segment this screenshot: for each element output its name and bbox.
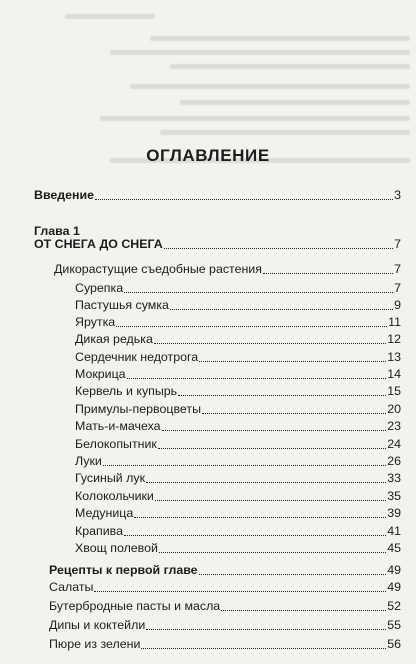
- toc-entry-plant[interactable]: [75, 367, 401, 382]
- toc-entry-label: Сурепка: [75, 281, 124, 295]
- toc-entry-page: 14: [387, 367, 401, 381]
- toc-entry-page: 7: [394, 281, 401, 295]
- toc-entry-plant[interactable]: [75, 419, 401, 434]
- toc-entry-plant[interactable]: [75, 489, 401, 504]
- toc-entry-page: 11: [388, 315, 401, 329]
- dot-leader: [159, 552, 386, 553]
- toc-entry-label: Пастушья сумка: [75, 298, 169, 312]
- toc-entry-label: Колокольчики: [75, 489, 154, 503]
- toc-entry-page: 39: [387, 506, 401, 520]
- dot-leader: [199, 361, 386, 362]
- toc-entry-label: Белокопытник: [75, 437, 157, 451]
- dot-leader: [170, 309, 393, 310]
- toc-entry-page: 24: [387, 437, 401, 451]
- toc-entry-label: Бутербродные пасты и масла: [49, 599, 221, 613]
- toc-entry-label: Дипы и коктейли: [49, 618, 146, 632]
- toc-entry-recipe[interactable]: [49, 618, 401, 633]
- toc-entry-page: 49: [387, 580, 401, 594]
- toc-entry-label: Примулы-первоцветы: [75, 402, 201, 416]
- toc-entry-plant[interactable]: [75, 541, 401, 556]
- dot-leader: [158, 448, 386, 449]
- toc-entry-recipes[interactable]: [49, 563, 401, 578]
- toc-entry-label: Хвощ полевой: [75, 541, 158, 555]
- toc-entry-label: Введение: [34, 188, 95, 202]
- toc-entry-recipe[interactable]: [49, 637, 401, 652]
- toc-entry-label: Крапива: [75, 524, 123, 538]
- toc-entry-page: 26: [387, 454, 401, 468]
- toc-entry-page: 41: [387, 524, 401, 538]
- toc-entry-page: 35: [387, 489, 401, 503]
- dot-leader: [178, 395, 386, 396]
- toc-entry-page: 33: [387, 471, 401, 485]
- toc-entry-label: Луки: [75, 454, 102, 468]
- toc-entry-page: 45: [387, 541, 401, 555]
- toc-entry-plant[interactable]: [75, 384, 401, 399]
- toc-entry-plant[interactable]: [75, 332, 401, 347]
- toc-entry-label: Гусиный лук: [75, 471, 146, 485]
- toc-entry-plant[interactable]: [75, 281, 401, 296]
- toc-entry-page: 23: [387, 419, 401, 433]
- toc-entry-plant[interactable]: [75, 437, 401, 452]
- dot-leader: [116, 326, 387, 327]
- toc-entry-label: Дикая редька: [75, 332, 153, 346]
- toc-entry-page: 9: [394, 298, 401, 312]
- dot-leader: [94, 591, 386, 592]
- toc-entry-plant[interactable]: [75, 350, 401, 365]
- dot-leader: [202, 413, 386, 414]
- toc-heading: ОГЛАВЛЕНИЕ: [146, 146, 270, 165]
- toc-entry-label: Мокрица: [75, 367, 126, 381]
- toc-entry-plant[interactable]: [75, 506, 401, 521]
- toc-entry-plant[interactable]: [75, 471, 401, 486]
- toc-entry-label: Дикорастущие съедобные растения: [54, 262, 262, 276]
- toc-entry-page: 55: [387, 618, 401, 632]
- dot-leader: [199, 574, 387, 575]
- toc-entry-plant[interactable]: [75, 524, 401, 539]
- toc-entry-intro[interactable]: [34, 188, 401, 203]
- toc-entry-page: 7: [394, 262, 401, 276]
- toc-entry-plant[interactable]: [75, 298, 401, 313]
- dot-leader: [124, 535, 386, 536]
- dot-leader: [263, 273, 393, 274]
- dot-leader: [154, 343, 386, 344]
- toc-entry-page: 7: [394, 237, 401, 251]
- chapter-label: Глава 1: [34, 224, 80, 238]
- dot-leader: [95, 199, 393, 200]
- toc-entry-page: 12: [387, 332, 401, 346]
- toc-entry-label: Мать-и-мачеха: [75, 419, 161, 433]
- chapter-title: ОТ СНЕГА ДО СНЕГА: [34, 237, 163, 251]
- toc-entry-page: 49: [387, 563, 401, 577]
- toc-entry-chapter[interactable]: [34, 237, 401, 252]
- dot-leader: [155, 500, 386, 501]
- dot-leader: [124, 292, 393, 293]
- dot-leader: [164, 248, 393, 249]
- dot-leader: [103, 465, 386, 466]
- toc-entry-page: 13: [387, 350, 401, 364]
- toc-entry-page: 20: [387, 402, 401, 416]
- toc-entry-page: 3: [394, 188, 401, 202]
- toc-entry-plant[interactable]: [75, 402, 401, 417]
- toc-entry-plant[interactable]: [75, 454, 401, 469]
- toc-entry-page: 15: [387, 384, 401, 398]
- toc-entry-page: 56: [387, 637, 401, 651]
- toc-entry-page: 52: [387, 599, 401, 613]
- toc-entry-label: Кервель и купырь: [75, 384, 178, 398]
- toc-entry-recipe[interactable]: [49, 599, 401, 614]
- toc-entry-section[interactable]: [54, 262, 401, 277]
- dot-leader: [146, 482, 386, 483]
- toc-entry-recipe[interactable]: [49, 580, 401, 595]
- dot-leader: [127, 378, 387, 379]
- dot-leader: [134, 517, 386, 518]
- dot-leader: [146, 629, 386, 630]
- dot-leader: [162, 430, 387, 431]
- dot-leader: [141, 648, 386, 649]
- dot-leader: [221, 610, 386, 611]
- toc-entry-label: Пюре из зелени: [49, 637, 141, 651]
- toc-entry-label: Рецепты к первой главе: [49, 563, 198, 577]
- toc-entry-label: Сердечник недотрога: [75, 350, 199, 364]
- toc-entry-plant[interactable]: [75, 315, 401, 330]
- toc-entry-label: Салаты: [49, 580, 94, 594]
- toc-entry-label: Ярутка: [75, 315, 116, 329]
- toc-entry-label: Медуница: [75, 506, 134, 520]
